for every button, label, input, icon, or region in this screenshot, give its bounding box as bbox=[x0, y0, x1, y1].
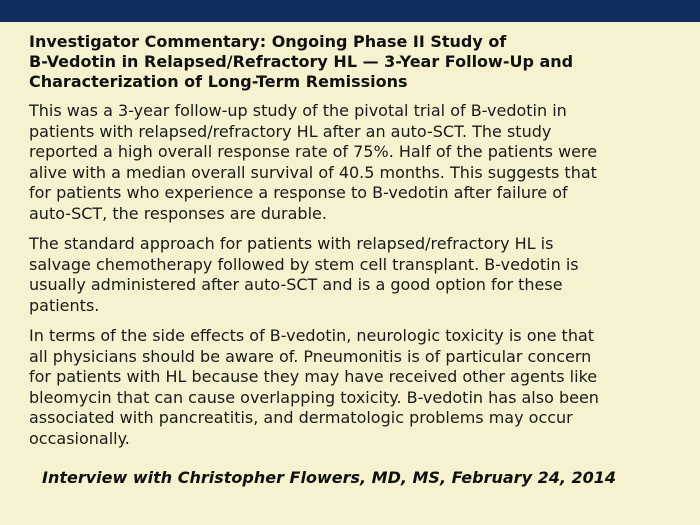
slide-title: Investigator Commentary: Ongoing Phase II Study of B-Vedotin in Relapsed/Refractory HL — 3-Year Follow-Up and Characterization of Long-Term Remissions bbox=[29, 32, 574, 91]
paragraph-side-effects: In terms of the side effects of B-vedotin, neurologic toxicity is one that all physicians should be aware of. Pneumonitis is of particular concern for patients with HL because they may have received other agents like bleomycin that can cause overlapping toxicity. B-vedotin has also been associated with pancreatitis, and dermatologic problems may occur occasionally. bbox=[29, 326, 599, 448]
slide-content bbox=[29, 32, 679, 449]
interview-attribution: Interview with Christopher Flowers, MD, MS, February 24, 2014 bbox=[42, 468, 617, 487]
header-bar bbox=[0, 0, 700, 22]
paragraph-follow-up: This was a 3-year follow-up study of the pivotal trial of B-vedotin in patients with relapsed/refractory HL after an auto-SCT. The study reported a high overall response rate of 75%. Half of the patients were alive with a median overall survival of 40.5 months. This suggests that for patients who experience a response to B-vedotin after failure of auto-SCT, the responses are durable. bbox=[29, 101, 598, 223]
paragraph-standard-approach: The standard approach for patients with relapsed/refractory HL is salvage chemotherapy followed by stem cell transplant. B-vedotin is usually administered after auto-SCT and is a good option for these patients. bbox=[29, 234, 579, 315]
